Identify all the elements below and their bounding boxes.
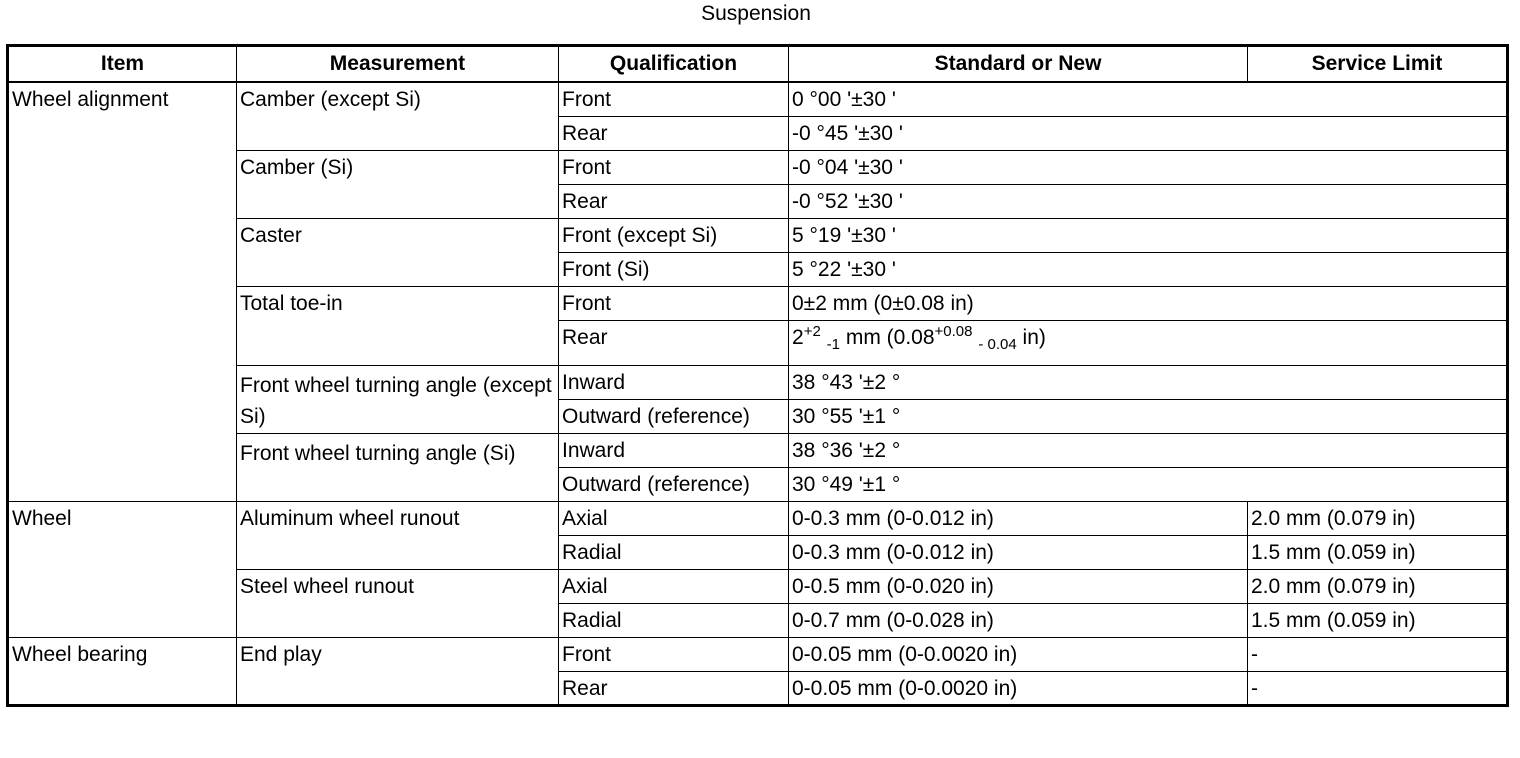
standard-cell: 5 °19 '±30 ' [789,218,1508,252]
toe-value: 2 [792,325,804,349]
toe-inch-value: mm (0.08 [845,325,935,349]
service-limit-cell: - [1248,637,1508,671]
toe-inch-unit: in) [1022,325,1046,349]
standard-cell: 0-0.05 mm (0-0.0020 in) [789,671,1248,705]
qualification-cell: Front (except Si) [559,218,789,252]
qualification-cell: Rear [559,320,789,365]
measurement-cell: Camber (except Si) [237,82,559,150]
qualification-cell: Outward (reference) [559,467,789,501]
toe-inch-tolerance-plus: +0.08 [934,322,973,340]
measurement-cell: Camber (Si) [237,150,559,218]
qualification-cell: Radial [559,603,789,637]
header-row [8,46,1508,83]
standard-cell: 38 °43 '±2 ° [789,365,1508,399]
standard-cell: -0 °45 '±30 ' [789,116,1508,150]
standard-cell: 0 °00 '±30 ' [789,82,1508,116]
standard-cell: 0-0.7 mm (0-0.028 in) [789,603,1248,637]
qualification-cell: Inward [559,365,789,399]
qualification-cell: Front [559,82,789,116]
toe-tolerance-minus: -1 [826,335,840,353]
measurement-cell: Front wheel turning angle (Si) [237,433,559,501]
header-service-limit: Service Limit [1248,46,1508,83]
header-qualification: Qualification [559,46,789,83]
qualification-cell: Rear [559,116,789,150]
page-title: Suspension [701,2,811,25]
measurement-cell: Aluminum wheel runout [237,501,559,569]
item-cell: Wheel alignment [8,82,237,501]
qualification-cell: Front [559,286,789,320]
qualification-cell: Outward (reference) [559,399,789,433]
standard-cell: -0 °04 '±30 ' [789,150,1508,184]
table-row [8,501,1508,535]
standard-cell [789,320,1508,365]
qualification-cell: Front [559,637,789,671]
standard-cell: -0 °52 '±30 ' [789,184,1508,218]
table-row [8,637,1508,671]
standard-cell: 5 °22 '±30 ' [789,252,1508,286]
measurement-cell: Caster [237,218,559,286]
table-row [8,82,1508,116]
toe-inch-tolerance-minus: - 0.04 [978,335,1017,353]
service-limit-cell: 2.0 mm (0.079 in) [1248,569,1508,603]
qualification-cell: Front [559,150,789,184]
qualification-cell: Rear [559,184,789,218]
toe-tolerance-plus: +2 [803,322,821,340]
measurement-cell: End play [237,637,559,705]
standard-cell: 30 °49 '±1 ° [789,467,1508,501]
service-limit-cell: 2.0 mm (0.079 in) [1248,501,1508,535]
suspension-spec-table [6,44,1509,707]
header-item: Item [8,46,237,83]
service-limit-cell: - [1248,671,1508,705]
standard-cell: 30 °55 '±1 ° [789,399,1508,433]
standard-cell: 38 °36 '±2 ° [789,433,1508,467]
item-cell: Wheel bearing [8,637,237,705]
qualification-cell: Front (Si) [559,252,789,286]
header-standard: Standard or New [789,46,1248,83]
standard-cell: 0-0.5 mm (0-0.020 in) [789,569,1248,603]
service-limit-cell: 1.5 mm (0.059 in) [1248,603,1508,637]
measurement-cell: Front wheel turning angle (except Si) [237,365,559,433]
qualification-cell: Axial [559,569,789,603]
service-limit-cell: 1.5 mm (0.059 in) [1248,535,1508,569]
item-cell: Wheel [8,501,237,637]
qualification-cell: Rear [559,671,789,705]
qualification-cell: Inward [559,433,789,467]
measurement-cell: Steel wheel runout [237,569,559,637]
qualification-cell: Axial [559,501,789,535]
standard-cell: 0-0.05 mm (0-0.0020 in) [789,637,1248,671]
measurement-cell: Total toe-in [237,286,559,365]
standard-cell: 0-0.3 mm (0-0.012 in) [789,501,1248,535]
standard-cell: 0±2 mm (0±0.08 in) [789,286,1508,320]
qualification-cell: Radial [559,535,789,569]
header-measurement: Measurement [237,46,559,83]
standard-cell: 0-0.3 mm (0-0.012 in) [789,535,1248,569]
